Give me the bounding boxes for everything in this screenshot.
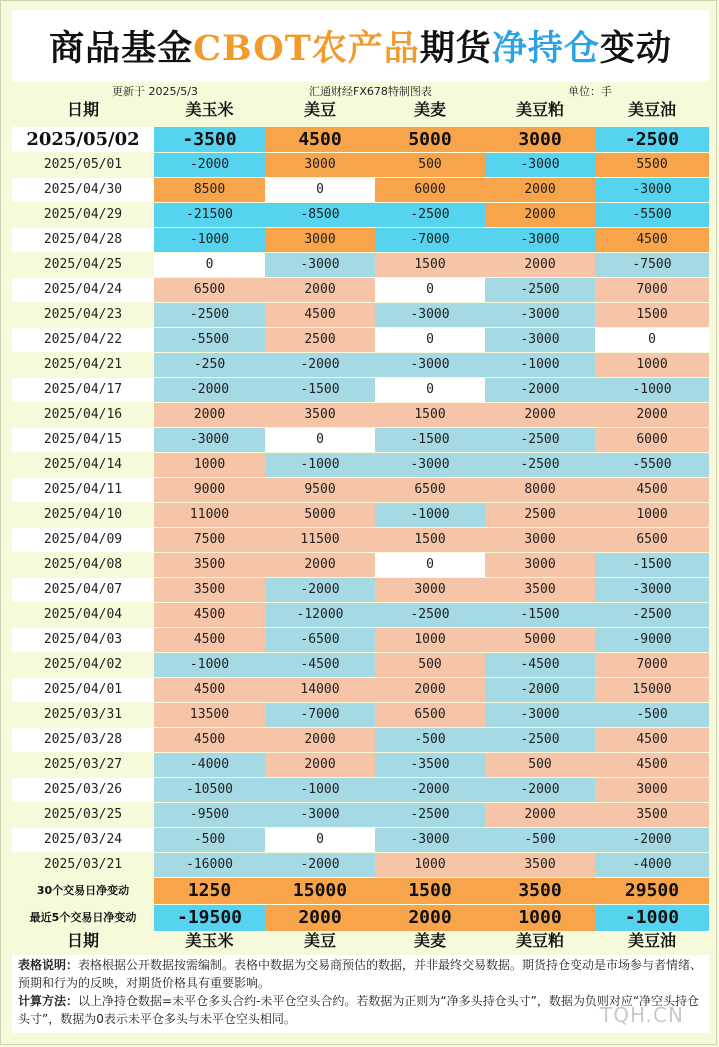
- table-row-date: 2025/05/02: [12, 127, 154, 152]
- cell-soyoil: -2500: [595, 127, 709, 152]
- cell-soymeal: 8000: [485, 478, 595, 502]
- cell-soybean: -7000: [265, 703, 375, 727]
- table-row: [12, 428, 709, 453]
- source-label: 汇通财经FX678特制图表: [309, 85, 432, 98]
- cell-soybean: 0: [265, 828, 375, 852]
- cell-wheat: 6000: [375, 178, 485, 202]
- calc-note-label: 计算方法：: [18, 994, 79, 1008]
- cell-wheat: 0: [375, 553, 485, 577]
- cell-soyoil: -1000: [595, 378, 709, 402]
- cell-corn: 13500: [154, 703, 265, 727]
- column-header: [12, 99, 709, 121]
- cell-soymeal: -2000: [485, 778, 595, 802]
- cell-corn: 11000: [154, 503, 265, 527]
- table-row-date: 2025/04/30: [12, 178, 154, 202]
- table-row-date: 2025/04/14: [12, 453, 154, 477]
- cell-soybean: 9500: [265, 478, 375, 502]
- meta-line: [0, 82, 719, 98]
- table-row: [12, 453, 709, 478]
- cell-soyoil: -4000: [595, 853, 709, 877]
- summary-5-day-row-date: 最近5个交易日净变动: [12, 905, 154, 931]
- cell-soymeal: 2000: [485, 403, 595, 427]
- cell-soymeal: -2500: [485, 278, 595, 302]
- footer-header-soymeal: 美豆粕: [515, 931, 564, 950]
- summary-cell-wheat: 2000: [375, 905, 485, 931]
- cell-soymeal: -3000: [485, 303, 595, 327]
- table-note-text: 表格根据公开数据按需编制。表格中数据为交易商预估的数据，并非最终交易数据。期货持仓变动是市场参与者情绪、预期和行为的反映，对期货价格具有重要影响。: [18, 958, 703, 990]
- summary-cell-soymeal: 3500: [485, 878, 595, 904]
- cell-soymeal: 500: [485, 753, 595, 777]
- table-row-date: 2025/03/26: [12, 778, 154, 802]
- cell-soyoil: 6000: [595, 428, 709, 452]
- table-row: [12, 178, 709, 203]
- cell-corn: -500: [154, 828, 265, 852]
- title-part-3: 期货: [419, 28, 492, 69]
- table-row-date: 2025/04/28: [12, 228, 154, 252]
- cell-soybean: -2000: [265, 853, 375, 877]
- cell-corn: 3500: [154, 553, 265, 577]
- table-row-date: 2025/04/03: [12, 628, 154, 652]
- cell-soymeal: -2000: [485, 678, 595, 702]
- table-row: [12, 228, 709, 253]
- table-row: [12, 303, 709, 328]
- table-row-date: 2025/04/23: [12, 303, 154, 327]
- cell-corn: 3500: [154, 578, 265, 602]
- header-date: 日期: [66, 100, 99, 119]
- cell-wheat: -2500: [375, 203, 485, 227]
- table-row-date: 2025/03/24: [12, 828, 154, 852]
- cell-soymeal: 2000: [485, 178, 595, 202]
- cell-corn: 7500: [154, 528, 265, 552]
- cell-wheat: 2000: [375, 678, 485, 702]
- cell-wheat: 500: [375, 153, 485, 177]
- cell-corn: 2000: [154, 403, 265, 427]
- cell-corn: 4500: [154, 603, 265, 627]
- cell-soyoil: -2000: [595, 828, 709, 852]
- cell-soymeal: 3000: [485, 553, 595, 577]
- summary-cell-wheat: 1500: [375, 878, 485, 904]
- cell-wheat: -2500: [375, 603, 485, 627]
- cell-soybean: 0: [265, 428, 375, 452]
- cell-wheat: -3000: [375, 303, 485, 327]
- cell-wheat: 1500: [375, 253, 485, 277]
- cell-soyoil: 4500: [595, 728, 709, 752]
- cell-soyoil: 3500: [595, 803, 709, 827]
- cell-soymeal: -1500: [485, 603, 595, 627]
- updated-date: 更新于 2025/5/3: [112, 85, 198, 98]
- table-row: [12, 503, 709, 528]
- table-row: [12, 203, 709, 228]
- table-row-date: 2025/03/25: [12, 803, 154, 827]
- cell-soymeal: -3000: [485, 703, 595, 727]
- cell-wheat: 1000: [375, 628, 485, 652]
- cell-corn: -2000: [154, 378, 265, 402]
- cell-soybean: 2000: [265, 753, 375, 777]
- cell-soyoil: 7000: [595, 278, 709, 302]
- cell-corn: -2500: [154, 303, 265, 327]
- table-row-date: 2025/04/22: [12, 328, 154, 352]
- table-row-date: 2025/04/21: [12, 353, 154, 377]
- table-row: [12, 653, 709, 678]
- cell-corn: 1000: [154, 453, 265, 477]
- cell-corn: 8500: [154, 178, 265, 202]
- table-row: [12, 803, 709, 828]
- summary-cell-soyoil: -1000: [595, 905, 709, 931]
- positions-table: [12, 127, 709, 932]
- cell-soyoil: 4500: [595, 478, 709, 502]
- cell-soyoil: 1000: [595, 503, 709, 527]
- cell-corn: -21500: [154, 203, 265, 227]
- cell-soybean: -1000: [265, 778, 375, 802]
- cell-soyoil: 15000: [595, 678, 709, 702]
- table-row: [12, 353, 709, 378]
- table-note-label: 表格说明：: [18, 958, 79, 972]
- title-part-4: 净持仓: [491, 28, 600, 69]
- table-row: [12, 478, 709, 503]
- cell-soybean: 14000: [265, 678, 375, 702]
- page-title: [12, 10, 709, 82]
- cell-soyoil: -2500: [595, 603, 709, 627]
- summary-cell-corn: 1250: [154, 878, 265, 904]
- header-corn: 美玉米: [185, 100, 234, 119]
- table-row: [12, 578, 709, 603]
- table-row: [12, 678, 709, 703]
- cell-wheat: 0: [375, 328, 485, 352]
- table-row-date: 2025/04/09: [12, 528, 154, 552]
- table-row-date: 2025/05/01: [12, 153, 154, 177]
- cell-soyoil: 4500: [595, 753, 709, 777]
- cell-soybean: -3000: [265, 803, 375, 827]
- cell-soybean: 3500: [265, 403, 375, 427]
- cell-corn: -1000: [154, 228, 265, 252]
- cell-wheat: 3000: [375, 578, 485, 602]
- table-row-date: 2025/04/24: [12, 278, 154, 302]
- cell-wheat: -3500: [375, 753, 485, 777]
- table-row-date: 2025/04/15: [12, 428, 154, 452]
- summary-cell-soyoil: 29500: [595, 878, 709, 904]
- cell-soyoil: -3000: [595, 178, 709, 202]
- cell-soyoil: 7000: [595, 653, 709, 677]
- cell-corn: 4500: [154, 728, 265, 752]
- cell-soybean: -1000: [265, 453, 375, 477]
- summary-cell-soymeal: 1000: [485, 905, 595, 931]
- cell-soyoil: 2000: [595, 403, 709, 427]
- table-row-date: 2025/03/21: [12, 853, 154, 877]
- cell-corn: -3500: [154, 127, 265, 152]
- footer-header-soyoil: 美豆油: [627, 931, 676, 950]
- header-soyoil: 美豆油: [627, 100, 676, 119]
- table-row-date: 2025/04/11: [12, 478, 154, 502]
- cell-soymeal: 2000: [485, 253, 595, 277]
- cell-corn: -2000: [154, 153, 265, 177]
- footer-header-wheat: 美麦: [413, 931, 446, 950]
- table-row: [12, 728, 709, 753]
- cell-soybean: 4500: [265, 127, 375, 152]
- cell-soymeal: 5000: [485, 628, 595, 652]
- cell-wheat: -2000: [375, 778, 485, 802]
- cell-soymeal: -3000: [485, 328, 595, 352]
- table-row: [12, 828, 709, 853]
- cell-soyoil: 1500: [595, 303, 709, 327]
- table-row: [12, 403, 709, 428]
- cell-corn: 0: [154, 253, 265, 277]
- cell-soybean: 2500: [265, 328, 375, 352]
- table-row: [12, 528, 709, 553]
- cell-soybean: -1500: [265, 378, 375, 402]
- cell-wheat: 1000: [375, 853, 485, 877]
- cell-corn: -250: [154, 353, 265, 377]
- cell-soybean: 11500: [265, 528, 375, 552]
- table-row-date: 2025/03/28: [12, 728, 154, 752]
- cell-corn: -4000: [154, 753, 265, 777]
- header-wheat: 美麦: [413, 100, 446, 119]
- cell-soybean: 3000: [265, 153, 375, 177]
- table-row-date: 2025/04/16: [12, 403, 154, 427]
- cell-corn: -16000: [154, 853, 265, 877]
- cell-soybean: -6500: [265, 628, 375, 652]
- title-part-5: 变动: [599, 28, 672, 69]
- table-row-date: 2025/04/10: [12, 503, 154, 527]
- footer-column-header: [12, 930, 709, 952]
- cell-corn: -10500: [154, 778, 265, 802]
- table-row: [12, 153, 709, 178]
- cell-soymeal: 3000: [485, 127, 595, 152]
- cell-corn: 4500: [154, 628, 265, 652]
- cell-soymeal: 2000: [485, 203, 595, 227]
- cell-soybean: 3000: [265, 228, 375, 252]
- table-row: [12, 753, 709, 778]
- cell-corn: 6500: [154, 278, 265, 302]
- cell-soyoil: -3000: [595, 578, 709, 602]
- cell-soyoil: -5500: [595, 453, 709, 477]
- cell-soymeal: -2500: [485, 728, 595, 752]
- table-row-date: 2025/04/04: [12, 603, 154, 627]
- cell-soyoil: 3000: [595, 778, 709, 802]
- cell-soyoil: 1000: [595, 353, 709, 377]
- cell-soymeal: -2000: [485, 378, 595, 402]
- table-row: [12, 603, 709, 628]
- cell-soybean: 0: [265, 178, 375, 202]
- table-row-date: 2025/04/08: [12, 553, 154, 577]
- cell-soymeal: -1000: [485, 353, 595, 377]
- title-part-2: CBOT农产品: [193, 28, 420, 69]
- cell-soybean: -8500: [265, 203, 375, 227]
- cell-soyoil: -9000: [595, 628, 709, 652]
- footer-header-corn: 美玉米: [185, 931, 234, 950]
- table-note: [18, 956, 703, 992]
- cell-wheat: -3000: [375, 353, 485, 377]
- cell-corn: 4500: [154, 678, 265, 702]
- summary-cell-soybean: 15000: [265, 878, 375, 904]
- summary-5-day-row: [12, 905, 709, 932]
- summary-30-day-row: [12, 878, 709, 905]
- cell-soybean: 2000: [265, 728, 375, 752]
- watermark: TQH.CN: [600, 1003, 684, 1027]
- footer-header-date: 日期: [66, 931, 99, 950]
- table-row: [12, 378, 709, 403]
- table-row-date: 2025/03/31: [12, 703, 154, 727]
- unit-label: 单位：手: [568, 85, 612, 98]
- table-row-date: 2025/04/17: [12, 378, 154, 402]
- summary-cell-soybean: 2000: [265, 905, 375, 931]
- cell-soymeal: 2500: [485, 503, 595, 527]
- cell-soybean: -2000: [265, 578, 375, 602]
- table-row-date: 2025/04/02: [12, 653, 154, 677]
- cell-wheat: 500: [375, 653, 485, 677]
- table-row: [12, 703, 709, 728]
- table-row: [12, 253, 709, 278]
- cell-soybean: 2000: [265, 278, 375, 302]
- cell-soyoil: -500: [595, 703, 709, 727]
- table-row: [12, 853, 709, 878]
- cell-soyoil: 6500: [595, 528, 709, 552]
- cell-soymeal: -4500: [485, 653, 595, 677]
- cell-soybean: 2000: [265, 553, 375, 577]
- cell-soyoil: 0: [595, 328, 709, 352]
- table-row: [12, 328, 709, 353]
- table-row-date: 2025/04/07: [12, 578, 154, 602]
- cell-corn: -9500: [154, 803, 265, 827]
- summary-cell-corn: -19500: [154, 905, 265, 931]
- cell-wheat: -3000: [375, 828, 485, 852]
- cell-wheat: 5000: [375, 127, 485, 152]
- header-soybean: 美豆: [303, 100, 336, 119]
- cell-soyoil: -1500: [595, 553, 709, 577]
- cell-wheat: 1500: [375, 528, 485, 552]
- cell-soyoil: -7500: [595, 253, 709, 277]
- cell-soymeal: -3000: [485, 153, 595, 177]
- cell-wheat: 0: [375, 378, 485, 402]
- cell-wheat: 0: [375, 278, 485, 302]
- cell-soymeal: 2000: [485, 803, 595, 827]
- cell-corn: 9000: [154, 478, 265, 502]
- table-row-date: 2025/04/01: [12, 678, 154, 702]
- cell-soybean: 4500: [265, 303, 375, 327]
- cell-soyoil: 5500: [595, 153, 709, 177]
- cell-soymeal: 3000: [485, 528, 595, 552]
- table-row-date: 2025/03/27: [12, 753, 154, 777]
- cell-soybean: 5000: [265, 503, 375, 527]
- cell-wheat: 6500: [375, 703, 485, 727]
- table-row: [12, 278, 709, 303]
- cell-wheat: -1500: [375, 428, 485, 452]
- summary-30-day-row-date: 30个交易日净变动: [12, 878, 154, 904]
- cell-soyoil: 4500: [595, 228, 709, 252]
- cell-soymeal: 3500: [485, 853, 595, 877]
- table-row-date: 2025/04/29: [12, 203, 154, 227]
- cell-corn: -5500: [154, 328, 265, 352]
- cell-soymeal: -2500: [485, 428, 595, 452]
- cell-wheat: -2500: [375, 803, 485, 827]
- cell-wheat: 1500: [375, 403, 485, 427]
- table-row: [12, 127, 709, 153]
- table-row: [12, 553, 709, 578]
- cell-wheat: 6500: [375, 478, 485, 502]
- cell-soymeal: 3500: [485, 578, 595, 602]
- cell-soybean: -4500: [265, 653, 375, 677]
- footer-header-soybean: 美豆: [303, 931, 336, 950]
- cell-wheat: -3000: [375, 453, 485, 477]
- header-soymeal: 美豆粕: [515, 100, 564, 119]
- cell-corn: -3000: [154, 428, 265, 452]
- table-row: [12, 628, 709, 653]
- calc-note-text: 以上净持仓数据=未平仓多头合约-未平仓空头合约。若数据为正则为“净多头持仓头寸”，数据为负则对应“净空头持仓头寸”，数据为0表示未平仓多头与未平仓空头相同。: [18, 994, 700, 1026]
- cell-wheat: -500: [375, 728, 485, 752]
- cell-soymeal: -2500: [485, 453, 595, 477]
- cell-soymeal: -500: [485, 828, 595, 852]
- cell-soybean: -12000: [265, 603, 375, 627]
- cell-soybean: -2000: [265, 353, 375, 377]
- title-part-1: 商品基金: [49, 28, 194, 69]
- cell-soymeal: -3000: [485, 228, 595, 252]
- table-row: [12, 778, 709, 803]
- cell-soybean: -3000: [265, 253, 375, 277]
- cell-wheat: -1000: [375, 503, 485, 527]
- table-row-date: 2025/04/25: [12, 253, 154, 277]
- cell-corn: -1000: [154, 653, 265, 677]
- cell-soyoil: -5500: [595, 203, 709, 227]
- cell-wheat: -7000: [375, 228, 485, 252]
